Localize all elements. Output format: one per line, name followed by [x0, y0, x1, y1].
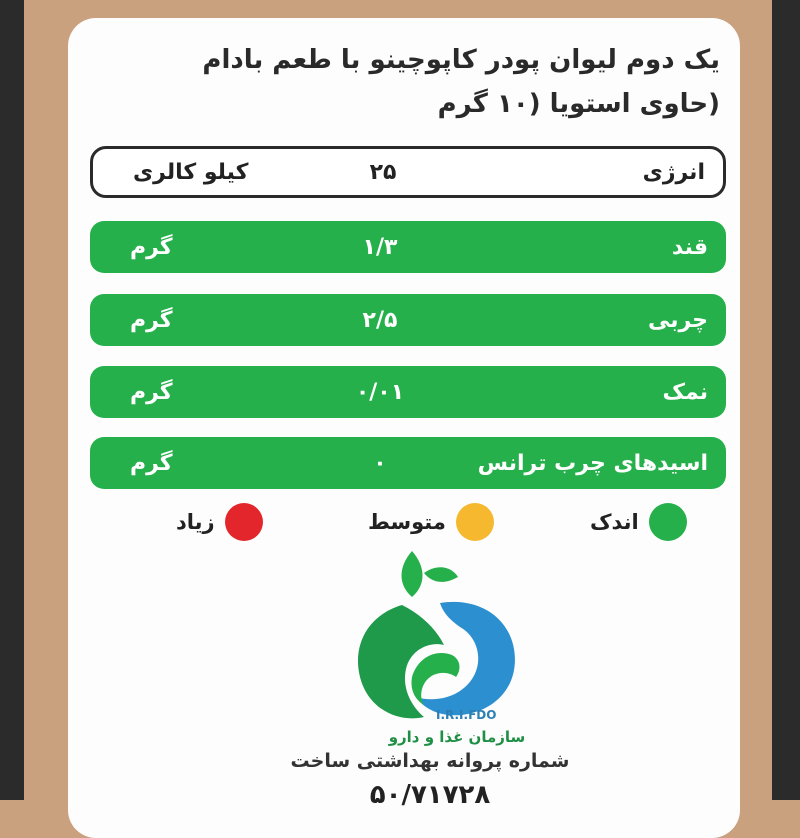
legend-high-dot: [225, 503, 263, 541]
fat-label: چربی: [647, 307, 708, 333]
legend-low-dot: [649, 503, 687, 541]
title-line-1: یک دوم لیوان پودر کاپوچینو با طعم بادام: [202, 45, 720, 75]
energy-label: انرژی: [642, 159, 705, 185]
legend-medium: [368, 500, 494, 544]
energy-value: ۲۵: [369, 159, 397, 185]
fdo-logo-icon: [340, 545, 540, 735]
energy-unit: کیلو کالری: [133, 159, 249, 185]
legend-medium-label: متوسط: [368, 510, 446, 534]
logo-organization: سازمان غذا و دارو: [388, 728, 526, 746]
legend-low: [590, 500, 687, 544]
trans-fat-row: [90, 437, 726, 489]
fat-value: ۲/۵: [362, 307, 398, 333]
title-line-2: (حاوی استویا (۱۰ گرم: [437, 89, 720, 119]
trans-fat-unit: گرم: [130, 450, 173, 476]
legend-high-label: زیاد: [176, 510, 215, 534]
logo-leaf-right: [424, 567, 458, 582]
salt-unit: گرم: [130, 379, 173, 405]
energy-row: [90, 146, 726, 198]
legend-low-label: اندک: [590, 510, 639, 534]
health-permit-label: شماره پروانه بهداشتی ساخت: [290, 750, 570, 772]
logo-caption: I.R.I.FDO: [436, 708, 497, 722]
left-frame-edge: [0, 0, 24, 800]
health-permit-number: ۵۰/۷۱۷۲۸: [369, 780, 491, 810]
legend-high: [176, 500, 263, 544]
fat-unit: گرم: [130, 307, 173, 333]
trans-fat-label: اسیدهای چرب ترانس: [477, 450, 708, 476]
logo-leaf-top: [402, 551, 423, 597]
salt-value: ۰/۰۱: [355, 379, 405, 405]
sugar-row: [90, 221, 726, 273]
sugar-label: قند: [671, 234, 708, 260]
right-frame-edge: [772, 0, 800, 800]
product-title: [160, 38, 720, 126]
trans-fat-value: ۰: [373, 450, 387, 476]
salt-label: نمک: [662, 379, 708, 405]
fat-row: [90, 294, 726, 346]
salt-row: [90, 366, 726, 418]
traffic-light-legend: [0, 500, 800, 544]
legend-medium-dot: [456, 503, 494, 541]
sugar-value: ۱/۳: [362, 234, 398, 260]
sugar-unit: گرم: [130, 234, 173, 260]
